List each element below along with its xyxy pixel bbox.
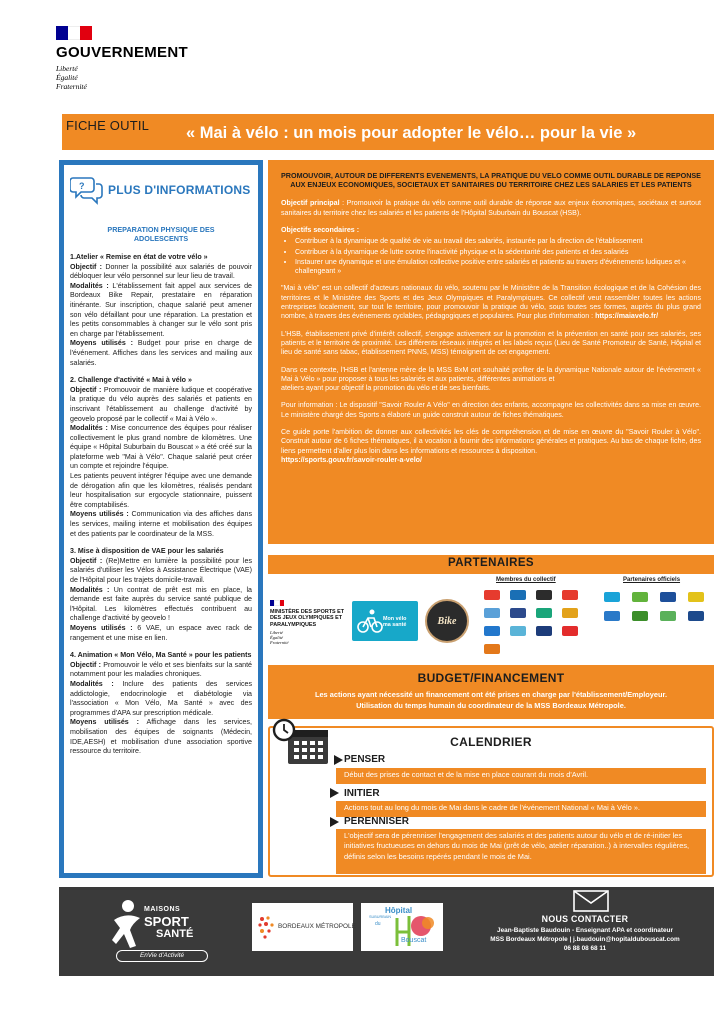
suburbain-label: SUBURBAIN	[369, 915, 392, 919]
hsb-paragraph: L'HSB, établissement privé d'intérêt collectif, s'engage activement sur la promotion et la prévention en santé pour ses salariés, ses patients et le territoire de proximité. Les différents réseaux intégrés et les labels reçus (Lieu de Santé Promoteur de Santé, Hôpital et lieu de santé sans tabac, établissement PNNS, MSS) témoignent de cet engagement.	[281, 329, 701, 357]
partners-title: PARTENAIRES	[448, 557, 534, 569]
step-arrow-icon	[328, 816, 340, 828]
partner-logo	[484, 644, 500, 654]
partner-logo	[510, 608, 526, 618]
mvm-label: Mon vélo ma santé	[383, 616, 407, 628]
partner-logo	[510, 626, 526, 636]
chat-bubbles-icon	[70, 175, 104, 205]
official-partner-logo	[688, 592, 704, 602]
list-item: • Instaurer une dynamique et une émulation collective positive entre salariés et patients au travers d'événements ludiques et « challengeant »	[295, 258, 701, 277]
info-title: PLUS D'INFORMATIONS	[108, 183, 251, 197]
ministry-logo: MINISTÈRE DES SPORTS ET DES JEUX OLYMPIQUES ET PARALYMPIQUES Liberté Égalité Fraternité	[270, 600, 348, 645]
gov-name: GOUVERNEMENT	[56, 44, 188, 61]
step-label: PERENNISER	[344, 816, 410, 827]
hopital-bouscat-logo	[361, 903, 443, 951]
runner-icon	[106, 898, 146, 958]
step-text: Début des prises de contact et de la mise en place courant du mois d'Avril.	[344, 770, 589, 779]
partner-logo	[562, 608, 578, 618]
step-label: INITIER	[344, 788, 380, 799]
animation-section: 4. Animation « Mon Vélo, Ma Santé » pour les patients Objectif : Promouvoir le vélo et ses bienfaits sur la santé notamment pour les maladies chroniques. Modalités : Inclure des patients des services addictologie, endocrinologie et diabétologie via l'association « Mon Vélo, Ma Santé » avec des programmes d'APA sur prescription médicale. Moyens utilisés : Affichage dans les services, mobilisation des équipes de soignants (Médecin, IDE,AESH) et mobilisation d'une association sportive ressource du territoire.	[70, 651, 252, 756]
hopital-label: Hôpital	[385, 906, 413, 915]
official-partner-logo	[632, 611, 648, 621]
metropole-dots-icon	[256, 914, 276, 940]
banner-label: FICHE OUTIL	[66, 118, 150, 133]
step-arrow-icon	[328, 787, 340, 799]
collective-paragraph: "Mai à vélo" est un collectif d'acteurs nationaux du vélo, soutenu par le Ministère de la Transition écologique et de la Cohésion des territoires et le Ministère des Sports et des Jeux Olympiques et Paralympiques. Ce collectif veut rassembler toutes les actions entreprises localement, sur tout le territoire, pour promouvoir la pratique du vélo, sous toutes ses formes, auprès du plus grand nombre, à travers des événements cyclables, pédagogiques et populaires. Pour plus d'information : https://maiavelo.fr/	[281, 284, 701, 321]
du-label: du	[375, 921, 381, 927]
contact-title: NOUS CONTACTER	[541, 914, 629, 924]
contact-phone: 06 88 08 68 11	[563, 945, 607, 952]
bike-label: Bike	[437, 616, 457, 627]
contact-name: Jean-Baptiste Baudouin - Enseignant APA et coordinateur	[497, 927, 673, 934]
calendar-clock-icon	[272, 718, 330, 768]
official-partner-logo	[604, 611, 620, 621]
partner-logo	[536, 626, 552, 636]
official-partners-label: Partenaires officiels	[623, 577, 681, 583]
sante-label: SANTÉ	[156, 928, 194, 940]
official-partner-logo	[632, 592, 648, 602]
step-arrow-icon	[332, 754, 344, 766]
prep-title: PREPARATION PHYSIQUE DES ADOLESCENTS	[107, 225, 215, 243]
members-label: Membres du collectif	[496, 577, 556, 583]
list-item: • Contribuer à la dynamique de qualité de vie au travail des salariés, instaurée par la direction de l'établissement	[295, 237, 701, 246]
info-header	[70, 169, 252, 211]
budget-title: BUDGET/FINANCEMENT	[417, 671, 565, 685]
main-objective: Objectif principal : Promouvoir la pratique du vélo comme outil durable de réponse aux enjeux économiques, sociétaux et surtout sanitaires du territoire chez les salariés et les patients de l'Hôpital Suburbain du Bouscat (HSB).	[281, 199, 701, 217]
calendar-title: CALENDRIER	[450, 735, 532, 749]
maiavelo-link[interactable]: https://maiavelo.fr/	[595, 312, 659, 321]
step-text: L'objectif sera de pérenniser l'engagement des salariés et des patients autour du vélo et de ré-initier les initiatives fructueuses en dehors du mois de Mai (prêt de vélo, atelier réparation..) à intervalles régulières, définis selon les besoins repérés pendant le mois de Mai.	[344, 831, 690, 861]
workshop-section: 1.Atelier « Remise en état de votre vélo » Objectif : Donner la possibilité aux salariés de pouvoir débloquer leur vélo personnel sur leur lieu de travail. Modalités : L'établissement fait appel aux services de Bordeaux Bike Repair, prestataire en réparation itinérante. Sur inscription, chaque salarié peut amener son vélo défaillant pour une réparation. La prestation et les petits consommables à changer sur le vélo sont pris en charge par l'établissement. Moyens utilisés : Budget pour prise en charge de l'événement. Affiches dans les services and mailing aux salariés.	[70, 253, 252, 367]
budget-text: Les actions ayant nécessité un financement ont été prises en charge par l'établissement/Employeur. Utilisation du temps humain du coordinateur de la MSS Bordeaux Métropole.	[314, 690, 668, 710]
maisons-label: MAISONS	[144, 906, 181, 913]
partner-logo	[484, 590, 500, 600]
bouscat-label: Bouscat	[401, 937, 427, 944]
cyclist-icon	[355, 606, 385, 636]
secondary-objectives-list	[295, 237, 701, 276]
partner-logo	[484, 608, 500, 618]
government-logo	[56, 26, 196, 91]
page-title: « Mai à vélo : un mois pour adopter le vélo… pour la vie »	[186, 124, 637, 142]
partner-logo	[536, 608, 552, 618]
bm-label: BORDEAUX MÉTROPOLE	[278, 923, 356, 930]
official-partner-logo	[660, 611, 676, 621]
vae-section: 3. Mise à disposition de VAE pour les salariés Objectif : (Re)Mettre en lumière la possibilité pour les salariés d'utiliser les Vélos à Assistance Électrique (VAE) de l'Hôpital pour les trajets domicile-travail. Modalités : Un contrat de prêt est mis en place, la demande est faite auprès du service santé publique de l'Hôpital. Les kilomètres effectués contribuent au challenge d'activité by geovelo ! Moyens utilisés : 6 VAE, un espace avec rack de rangement et une mise en lien.	[70, 547, 253, 642]
step-label: PENSER	[344, 754, 386, 765]
contact-email[interactable]: MSS Bordeaux Métropole | j.baudouin@hopitaldubouscat.com	[490, 936, 680, 943]
svg-text:?: ?	[79, 181, 85, 191]
maisons-sport-sante-logo	[104, 894, 214, 966]
secondary-objectives-label: Objectifs secondaires :	[281, 226, 360, 234]
sports-gouv-link[interactable]: https://sports.gouv.fr/savoir-rouler-a-velo/	[281, 455, 422, 464]
challenge-section: 2. Challenge d'activité « Mai à vélo » Objectif : Promouvoir de manière ludique et coopérative la pratique du vélo auprès des salariés et patients en inscrivant l'établissement au challenge d'activité by geovelo proposé par le collectif « Mai à Vélo ». Modalités : Mise concurrence des équipes pour réaliser collectivement le plus grand nombre de kilomètres. Une équipe « Hôpital Suburbain du Bouscat » a été créé sur la plateforme web "Mai à Vélo". Chaque salarié peut créer un compte et rejoindre l'équipe. Les patients peuvent intégrer l'équipe avec une demande de dérogation afin que les kilomètres, réalisés pendant leur hospitalisation sur ergocycle stationnaire, puissent être comptabilisés. Moyens utilisés : Communication via des affiches dans les services, mailing interne et mobilisation des équipes et des patients par le coordinateur de la MSS.	[70, 376, 252, 538]
step-text: Actions tout au long du mois de Mai dans le cadre de l'événement National « Mai à Vélo ».	[344, 803, 640, 812]
list-item: • Contribuer à la dynamique de lutte contre l'inactivité physique et la sédentarité des patients et des salariés	[295, 248, 701, 257]
partner-logo	[562, 626, 578, 636]
guide-paragraph: Ce guide porte l'ambition de donner aux collectivités les clés de compréhension et de mise en œuvre du "Savoir Rouler à Vélo". Construit autour de 6 fiches thématiques, il a vocation à fournir des informations générales et pratiques. Au bas de chaque fiche, des liens permettent d'aller plus loin dans les informations et ressources à disposition. https://sports.gouv.fr/savoir-rouler-a-velo/	[281, 428, 701, 464]
envelope-icon	[573, 890, 609, 912]
partner-logo	[484, 626, 500, 636]
sport-label: SPORT	[144, 914, 189, 929]
gov-motto: Liberté Égalité Fraternité	[56, 64, 87, 91]
main-objectives-panel	[268, 160, 714, 544]
info-panel	[59, 160, 263, 878]
main-heading: PROMOUVOIR, AUTOUR DE DIFFERENTS EVENEMENTS, LA PRATIQUE DU VELO COMME OUTIL DURABLE DE REPONSE AUX ENJEUX ECONOMIQUES, SOCIETAUX ET SANITAIRES DU TERRITOIRE CHEZ LES SALARIES ET LES PATIENTS	[281, 171, 701, 190]
info-paragraph: Pour information : Le dispositif "Savoir Rouler A Vélo" en direction des enfants, accompagne les collectivités dans sa mise en œuvre. Le ministère chargé des Sports a élaboré un guide construit autour de fiches thématiques.	[281, 401, 701, 419]
official-partner-logo	[604, 592, 620, 602]
context-paragraph: Dans ce contexte, l'HSB et l'antenne mère de la MSS BxM ont souhaité profiter de la dynamique Nationale autour de l'événement « Mai à Vélo » pour proposer à tous les salariés et aux patients, différentes animations et ateliers ayant pour objectif la promotion du vélo et de ses bienfaits.	[281, 365, 701, 393]
official-partner-logo	[660, 592, 676, 602]
bordeaux-metropole-logo	[252, 903, 356, 951]
partner-logo	[562, 590, 578, 600]
flag-icon	[270, 600, 284, 606]
partner-logo	[536, 590, 552, 600]
official-partner-logo	[688, 611, 704, 621]
flag-icon	[56, 26, 92, 40]
partner-logo	[510, 590, 526, 600]
envie-label: EnVie d'Activité	[116, 950, 208, 962]
